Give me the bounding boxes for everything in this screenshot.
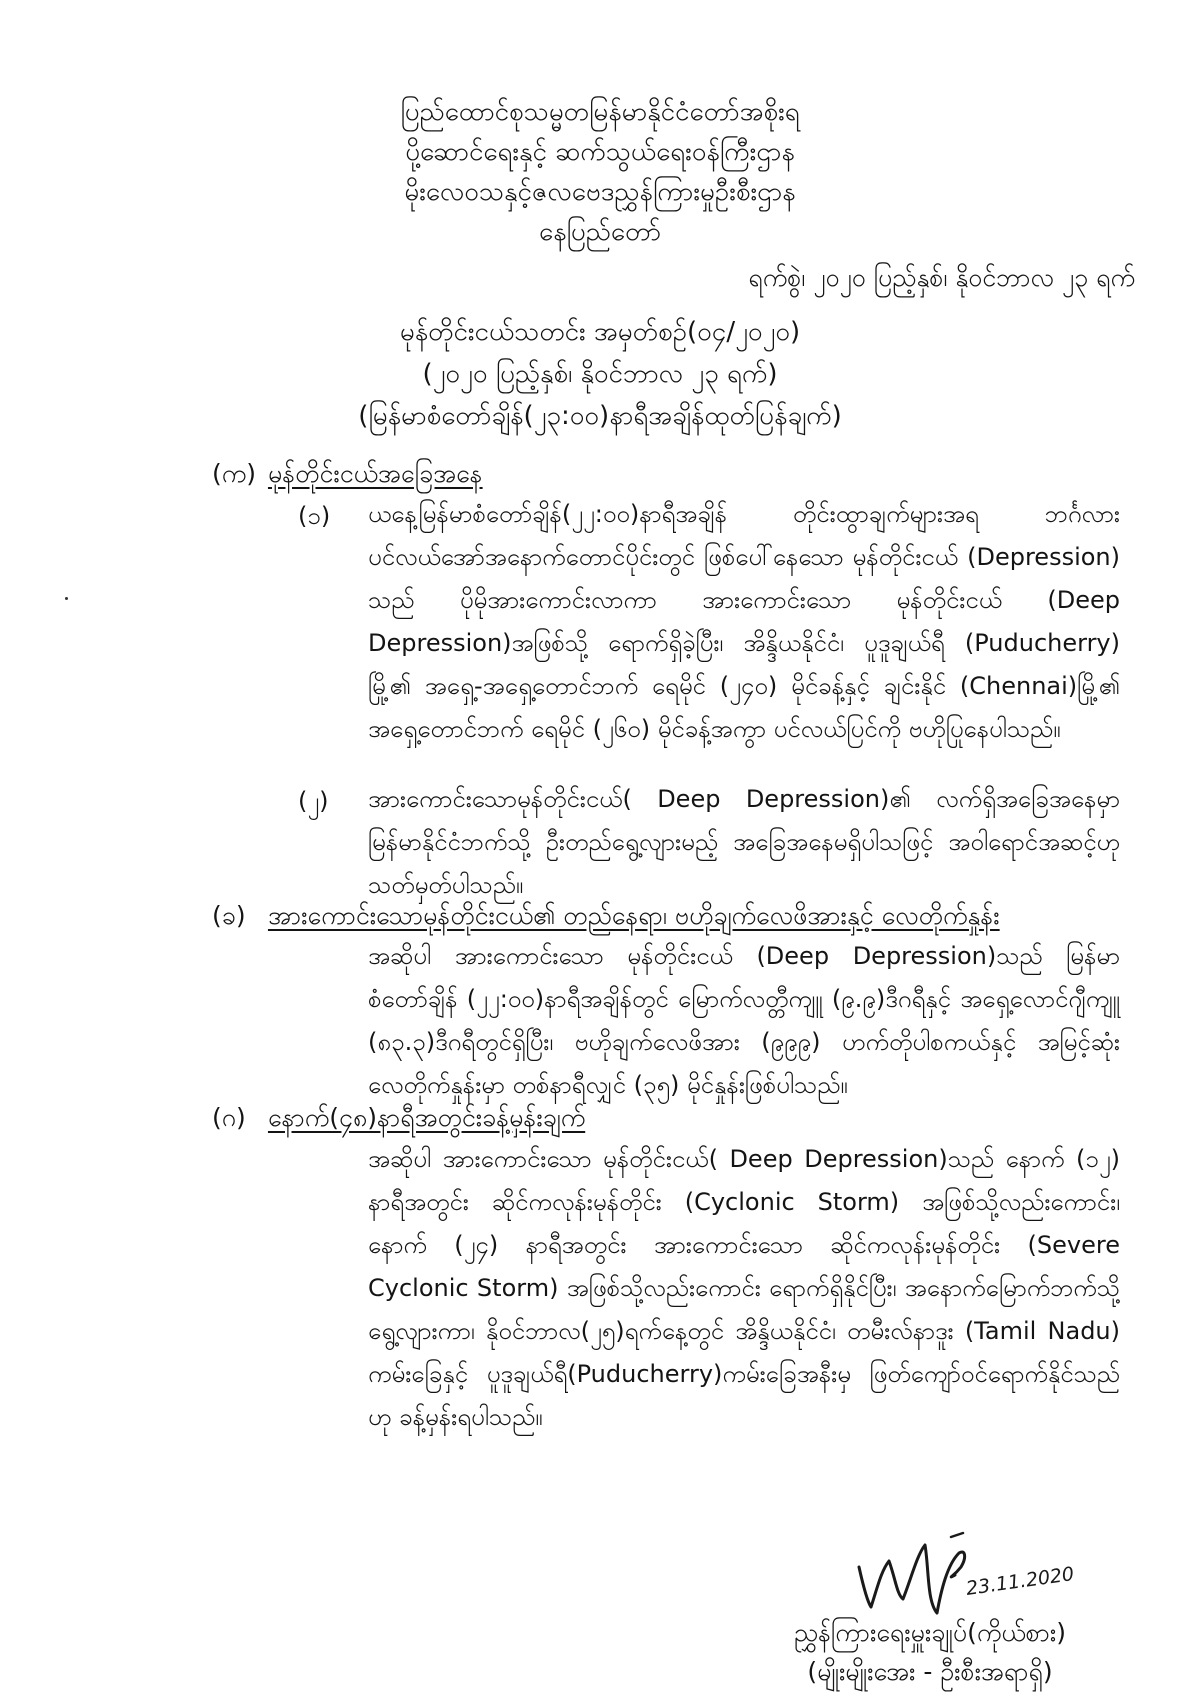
header-ministry: ပို့ဆောင်ရေးနှင့် ဆက်သွယ်ရေးဝန်ကြီးဌာန [405, 137, 795, 167]
handwritten-signature [855, 1515, 1085, 1625]
section-c-body: အဆိုပါ အားကောင်းသော မုန်တိုင်းငယ်( Deep Depression)သည် နောက် (၁၂) နာရီအတွင်း ဆိုင်ကလုန်းမုန်တိုင်း (Cyclonic Storm) အဖြစ်သို့လည်းကောင်း၊ နောက် (၂၄) နာရီအတွင်း အားကောင်းသော ဆိုင်ကလုန်းမုန်တိုင်း (Severe Cyclonic Storm) အဖြစ်သို့လည်းကောင်း ရောက်ရှိနိုင်ပြီး၊ အနောက်မြောက်ဘက်သို့ ရွေ့လျားကာ၊ နိုဝင်ဘာလ(၂၅)ရက်နေ့တွင် အိန္ဒိယနိုင်ငံ၊ တမီးလ်နာဒူး (Tamil Nadu) ကမ်းခြေနှင့် ပူဒူချယ်ရီ(Puducherry)ကမ်းခြေအနီးမှ ဖြတ်ကျော်ဝင်ရောက်နိုင်သည်ဟု ခန့်မှန်းရပါသည်။ [368, 1145, 1121, 1431]
section-a-item-2: အားကောင်းသောမုန်တိုင်းငယ်( Deep Depression)၏ လက်ရှိအခြေအနေမှာ မြန်မာနိုင်ငံဘက်သို့ ဦးတည်ရွေ့လျားမည့် အခြေအနေမရှိပါသဖြင့် အဝါရောင်အဆင့်ဟု သတ်မှတ်ပါသည်။ [368, 785, 1120, 899]
section-title: မုန်တိုင်းငယ်အခြေအနေ [267, 459, 483, 488]
section-number: (က) [212, 459, 256, 488]
date-line: ရက်စွဲ၊ ၂၀၂၀ ပြည့်နှစ်၊ နိုဝင်ဘာလ ၂၃ ရက် [748, 263, 1135, 292]
section-a-item-1: ယနေ့မြန်မာစံတော်ချိန်(၂၂:၀၀)နာရီအချိန် တိုင်းထွာချက်များအရ ဘင်္ဂလားပင်လယ်အော်အနောက်တောင်ပိုင်းတွင် ဖြစ်ပေါ်နေသော မုန်တိုင်းငယ် (Depression) သည် ပိုမိုအားကောင်းလာကာ အားကောင်းသော မုန်တိုင်းငယ် (Deep Depression)အဖြစ်သို့ ရောက်ရှိခဲ့ပြီး၊ အိန္ဒိယနိုင်ငံ၊ ပူဒူချယ်ရီ (Puducherry) မြို့၏ အရှေ့-အရှေ့တောင်ဘက် ရေမိုင် (၂၄၀) မိုင်ခန့်နှင့် ချင်းနိုင် (Chennai)မြို့၏ အရှေ့တောင်ဘက် ရေမိုင် (၂၆၀) မိုင်ခန့်အကွာ ပင်လယ်ပြင်ကို ဗဟိုပြုနေပါသည်။ [368, 500, 1120, 743]
header-department: မိုးလေဝသနှင့်ဇလဗေဒညွှန်ကြားမှုဦးစီးဌာန [404, 177, 796, 207]
section-a-heading [212, 458, 483, 495]
section-title: အားကောင်းသောမုန်တိုင်းငယ်၏ တည်နေရာ၊ ဗဟိုချက်လေဖိအားနှင့် လေတိုက်နှုန်း [267, 901, 1000, 930]
signatory-title: ညွှန်ကြားရေးမှူးချုပ်(ကိုယ်စား) [793, 1618, 1067, 1647]
bulletin-issue-date: (၂၀၂၀ ပြည့်နှစ်၊ နိုဝင်ဘာလ ၂၃ ရက်) [422, 359, 778, 389]
section-b-body: အဆိုပါ အားကောင်းသော မုန်တိုင်းငယ် (Deep Depression)သည် မြန်မာစံတော်ချိန် (၂၂:၀၀)နာရီအချိန်တွင် မြောက်လတ္တီကျူ (၉.၉)ဒီဂရီနှင့် အရှေ့လောင်ဂျီကျူ (၈၃.၃)ဒီဂရီတွင်ရှိပြီး၊ ဗဟိုချက်လေဖိအား (၉၉၉) ဟက်တိုပါစကယ်နှင့် အမြင့်ဆုံးလေတိုက်နှုန်းမှာ တစ်နာရီလျှင် (၃၅) မိုင်နှုန်းဖြစ်ပါသည်။ [368, 942, 1120, 1099]
item-number: (၂) [298, 787, 329, 815]
bulletin-title: မုန်တိုင်းငယ်သတင်း အမှတ်စဉ်(၀၄/၂၀၂၀) [399, 317, 801, 347]
section-number: (ခ) [212, 901, 246, 930]
signatory-name: (မျိုးမျိုးအေး - ဦးစီးအရာရှိ) [807, 1657, 1053, 1686]
signature-date: 23.11.2020 [964, 1563, 1076, 1600]
section-title: နောက်(၄၈)နာရီအတွင်းခန့်မှန်းချက် [267, 1103, 586, 1132]
item-number: (၁) [298, 502, 331, 530]
scan-speck [65, 597, 68, 600]
section-number: (ဂ) [212, 1103, 246, 1132]
header-city: နေပြည်တော် [538, 217, 662, 247]
section-c-heading [212, 1102, 585, 1139]
bulletin-issue-time: (မြန်မာစံတော်ချိန်(၂၃:၀၀)နာရီအချိန်ထုတ်ပြန်ချက်) [358, 401, 842, 431]
header-government: ပြည်ထောင်စုသမ္မတမြန်မာနိုင်ငံတော်အစိုးရ [400, 97, 800, 127]
section-b-heading [212, 900, 1000, 937]
